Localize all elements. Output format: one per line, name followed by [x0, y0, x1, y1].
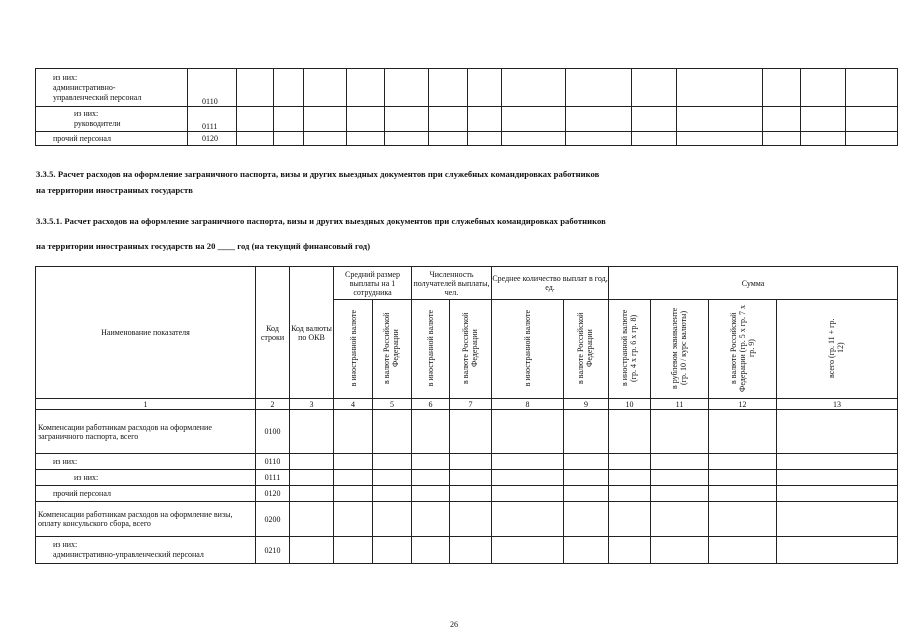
- section-3351-line2: на территории иностранных государств на 20 ____ год (на текущий финансовый год): [36, 241, 371, 251]
- table-cell[interactable]: [801, 132, 846, 146]
- table-cell[interactable]: [334, 502, 373, 537]
- table-cell[interactable]: [373, 486, 412, 502]
- table-cell[interactable]: [290, 486, 334, 502]
- header-row: [36, 267, 898, 300]
- table-cell[interactable]: [651, 470, 709, 486]
- table-cell[interactable]: [385, 107, 429, 132]
- table-cell[interactable]: [304, 132, 347, 146]
- table-cell[interactable]: [412, 454, 450, 470]
- row-label: прочий персонал: [36, 132, 188, 146]
- table-cell[interactable]: [709, 486, 777, 502]
- col-number: 3: [290, 399, 334, 410]
- table-cell[interactable]: [373, 454, 412, 470]
- table-cell[interactable]: [566, 132, 632, 146]
- header-avg-count: Среднее количество выплат в год, ед.: [492, 267, 609, 300]
- table-cell[interactable]: [566, 69, 632, 107]
- table-cell[interactable]: [334, 537, 373, 564]
- col-number: 6: [412, 399, 450, 410]
- table-cell[interactable]: [412, 502, 450, 537]
- header-col7-text: в валюте Российской Федерации: [460, 312, 479, 384]
- table-cell[interactable]: [801, 69, 846, 107]
- header-row-code: Код строки: [256, 267, 290, 399]
- table-cell[interactable]: [429, 69, 468, 107]
- table-cell[interactable]: [632, 107, 677, 132]
- table-cell[interactable]: [492, 410, 564, 454]
- table-cell[interactable]: [450, 410, 492, 454]
- table-cell[interactable]: [385, 69, 429, 107]
- row-code: 0111: [256, 470, 290, 486]
- table-cell[interactable]: [564, 410, 609, 454]
- table-cell[interactable]: [412, 470, 450, 486]
- row-code: [188, 107, 237, 132]
- table-row: [36, 107, 898, 132]
- table-cell[interactable]: [709, 502, 777, 537]
- table-cell[interactable]: [290, 454, 334, 470]
- col-number: 8: [492, 399, 564, 410]
- row-code: 0110: [256, 454, 290, 470]
- table-cell[interactable]: [412, 537, 450, 564]
- table-cell[interactable]: [609, 470, 651, 486]
- table-cell[interactable]: [632, 132, 677, 146]
- row-label-text: из них: административно-управленческий персонал: [53, 540, 204, 559]
- col-number: 5: [373, 399, 412, 410]
- table-cell[interactable]: [777, 486, 898, 502]
- table-cell[interactable]: [502, 132, 566, 146]
- table-cell[interactable]: [846, 132, 898, 146]
- table-cell[interactable]: [609, 410, 651, 454]
- table-cell[interactable]: [846, 107, 898, 132]
- table-cell[interactable]: [651, 410, 709, 454]
- table-cell[interactable]: [373, 537, 412, 564]
- col-number: 13: [777, 399, 898, 410]
- table-cell[interactable]: [651, 486, 709, 502]
- table-cell[interactable]: [709, 537, 777, 564]
- header-col8: [492, 300, 564, 399]
- table-row: [36, 486, 898, 502]
- row-label: [36, 107, 188, 132]
- table-cell[interactable]: [677, 132, 763, 146]
- table-cell[interactable]: [450, 502, 492, 537]
- top-table: [35, 68, 898, 146]
- section-3351-line1: 3.3.5.1. Расчет расходов на оформление заграничного паспорта, визы и других выездных документов при служебных командировках работников: [36, 216, 606, 226]
- row-code: 0210: [256, 537, 290, 564]
- row-code: 0100: [256, 410, 290, 454]
- header-col10-text: в иностранной валюте (гр. 4 х гр. 6 х гр. 8): [619, 309, 638, 387]
- table-cell[interactable]: [564, 537, 609, 564]
- row-code: 0120: [256, 486, 290, 502]
- table-cell[interactable]: [492, 537, 564, 564]
- header-name: Наименование показателя: [36, 267, 256, 399]
- table-cell[interactable]: [564, 470, 609, 486]
- table-cell[interactable]: [274, 107, 304, 132]
- header-col8-text: в иностранной валюте: [523, 309, 533, 387]
- table-cell[interactable]: [677, 107, 763, 132]
- row-label: Компенсации работникам расходов на оформление заграничного паспорта, всего: [36, 410, 256, 454]
- table-cell[interactable]: [429, 132, 468, 146]
- row-code-text: 0110: [202, 97, 218, 106]
- table-cell[interactable]: [385, 132, 429, 146]
- table-cell[interactable]: [763, 69, 801, 107]
- table-cell[interactable]: [709, 454, 777, 470]
- section-335-line1: 3.3.5. Расчет расходов на оформление заграничного паспорта, визы и других выездных документов при служебных командировках работников: [36, 169, 600, 179]
- row-label: из них:: [36, 454, 256, 470]
- header-col6: [412, 300, 450, 399]
- header-col9: [564, 300, 609, 399]
- table-cell[interactable]: [651, 537, 709, 564]
- table-cell[interactable]: [566, 107, 632, 132]
- table-cell[interactable]: [290, 502, 334, 537]
- table-row: [36, 470, 898, 486]
- table-cell[interactable]: [564, 486, 609, 502]
- table-cell[interactable]: [373, 470, 412, 486]
- section-335-line2: на территории иностранных государств: [36, 185, 193, 195]
- page-number: 26: [450, 620, 458, 629]
- header-currency-code: Код валюты по ОКВ: [290, 267, 334, 399]
- table-cell[interactable]: [651, 454, 709, 470]
- table-row: [36, 69, 898, 107]
- table-cell[interactable]: [609, 537, 651, 564]
- header-sum: Сумма: [609, 267, 898, 300]
- table-cell[interactable]: [334, 486, 373, 502]
- table-cell[interactable]: [347, 69, 385, 107]
- table-cell[interactable]: [468, 132, 502, 146]
- table-cell[interactable]: [677, 69, 763, 107]
- table-cell[interactable]: [274, 69, 304, 107]
- table-cell[interactable]: [412, 486, 450, 502]
- row-code-text: 0111: [202, 122, 218, 131]
- col-number: 12: [709, 399, 777, 410]
- row-code-text: 0120: [202, 134, 218, 143]
- table-cell[interactable]: [492, 470, 564, 486]
- table-cell[interactable]: [777, 502, 898, 537]
- header-avg-payment: Средний размер выплаты на 1 сотрудника: [334, 267, 412, 300]
- row-code: [188, 69, 237, 107]
- header-col13: [777, 300, 898, 399]
- table-cell[interactable]: [373, 502, 412, 537]
- col-number: 11: [651, 399, 709, 410]
- header-col12-text: в валюте Российской Федерации (гр. 5 х гр. 7 х гр. 9): [728, 304, 756, 392]
- col-number: 9: [564, 399, 609, 410]
- table-cell[interactable]: [492, 486, 564, 502]
- table-cell[interactable]: [492, 454, 564, 470]
- row-label: прочий персонал: [36, 486, 256, 502]
- table-cell[interactable]: [801, 107, 846, 132]
- col-number: 2: [256, 399, 290, 410]
- table-cell[interactable]: [492, 502, 564, 537]
- header-num-recipients: Численность получателей выплаты, чел.: [412, 267, 492, 300]
- table-cell[interactable]: [777, 470, 898, 486]
- table-cell[interactable]: [237, 132, 274, 146]
- table-cell[interactable]: [502, 69, 566, 107]
- row-code: 0200: [256, 502, 290, 537]
- table-cell[interactable]: [304, 69, 347, 107]
- table-cell[interactable]: [373, 410, 412, 454]
- table-cell[interactable]: [502, 107, 566, 132]
- column-number-row: [36, 399, 898, 410]
- table-cell[interactable]: [304, 107, 347, 132]
- header-col13-text: всего (гр. 11 + гр. 12): [827, 318, 846, 378]
- table-cell[interactable]: [564, 502, 609, 537]
- row-code: [188, 132, 237, 146]
- table-cell[interactable]: [334, 454, 373, 470]
- header-col4-text: в иностранной валюте: [348, 309, 358, 387]
- table-cell[interactable]: [334, 410, 373, 454]
- table-row: [36, 537, 898, 564]
- table-row: [36, 410, 898, 454]
- table-cell[interactable]: [564, 454, 609, 470]
- row-label: из них:: [36, 470, 256, 486]
- table-cell[interactable]: [290, 537, 334, 564]
- table-cell[interactable]: [274, 132, 304, 146]
- col-number: 10: [609, 399, 651, 410]
- table-cell[interactable]: [651, 502, 709, 537]
- header-col11-text: в рублевом эквиваленте (гр. 10 / курс валюты): [669, 307, 688, 389]
- table-cell[interactable]: [450, 454, 492, 470]
- table-row: [36, 132, 898, 146]
- table-cell[interactable]: [709, 410, 777, 454]
- table-cell[interactable]: [412, 410, 450, 454]
- table-cell[interactable]: [777, 410, 898, 454]
- header-col6-text: в иностранной валюте: [426, 309, 436, 387]
- table-cell[interactable]: [237, 69, 274, 107]
- table-cell[interactable]: [237, 107, 274, 132]
- table-cell[interactable]: [450, 537, 492, 564]
- header-col4: [334, 300, 373, 399]
- table-cell[interactable]: [429, 107, 468, 132]
- col-number: 1: [36, 399, 256, 410]
- table-cell[interactable]: [347, 107, 385, 132]
- table-cell[interactable]: [632, 69, 677, 107]
- header-col10: [609, 300, 651, 399]
- col-number: 7: [450, 399, 492, 410]
- table-cell[interactable]: [609, 486, 651, 502]
- table-cell[interactable]: [290, 410, 334, 454]
- table-cell[interactable]: [763, 132, 801, 146]
- table-cell[interactable]: [777, 537, 898, 564]
- header-col11: [651, 300, 709, 399]
- table-cell[interactable]: [290, 470, 334, 486]
- table-cell[interactable]: [609, 502, 651, 537]
- col-number: 4: [334, 399, 373, 410]
- row-label: [36, 69, 188, 107]
- row-label-text: из них: административно- управленческий персонал: [53, 72, 142, 102]
- table-cell[interactable]: [468, 107, 502, 132]
- main-table: [35, 266, 898, 564]
- header-col5: [373, 300, 412, 399]
- table-cell[interactable]: [763, 107, 801, 132]
- table-row: [36, 502, 898, 537]
- table-cell[interactable]: [846, 69, 898, 107]
- header-col5-text: в валюте Российской Федерации: [382, 312, 400, 384]
- header-col7: [450, 300, 492, 399]
- table-cell[interactable]: [777, 454, 898, 470]
- header-col12: [709, 300, 777, 399]
- table-cell[interactable]: [468, 69, 502, 107]
- table-cell[interactable]: [450, 470, 492, 486]
- row-label-text: из них: руководители: [74, 109, 121, 128]
- table-cell[interactable]: [334, 470, 373, 486]
- header-col9-text: в валюте Российской Федерации: [576, 312, 595, 384]
- row-label: [36, 537, 256, 564]
- table-row: [36, 454, 898, 470]
- table-cell[interactable]: [347, 132, 385, 146]
- table-cell[interactable]: [609, 454, 651, 470]
- row-label: Компенсации работникам расходов на оформление визы, оплату консульского сбора, всего: [36, 502, 256, 537]
- table-cell[interactable]: [450, 486, 492, 502]
- table-cell[interactable]: [709, 470, 777, 486]
